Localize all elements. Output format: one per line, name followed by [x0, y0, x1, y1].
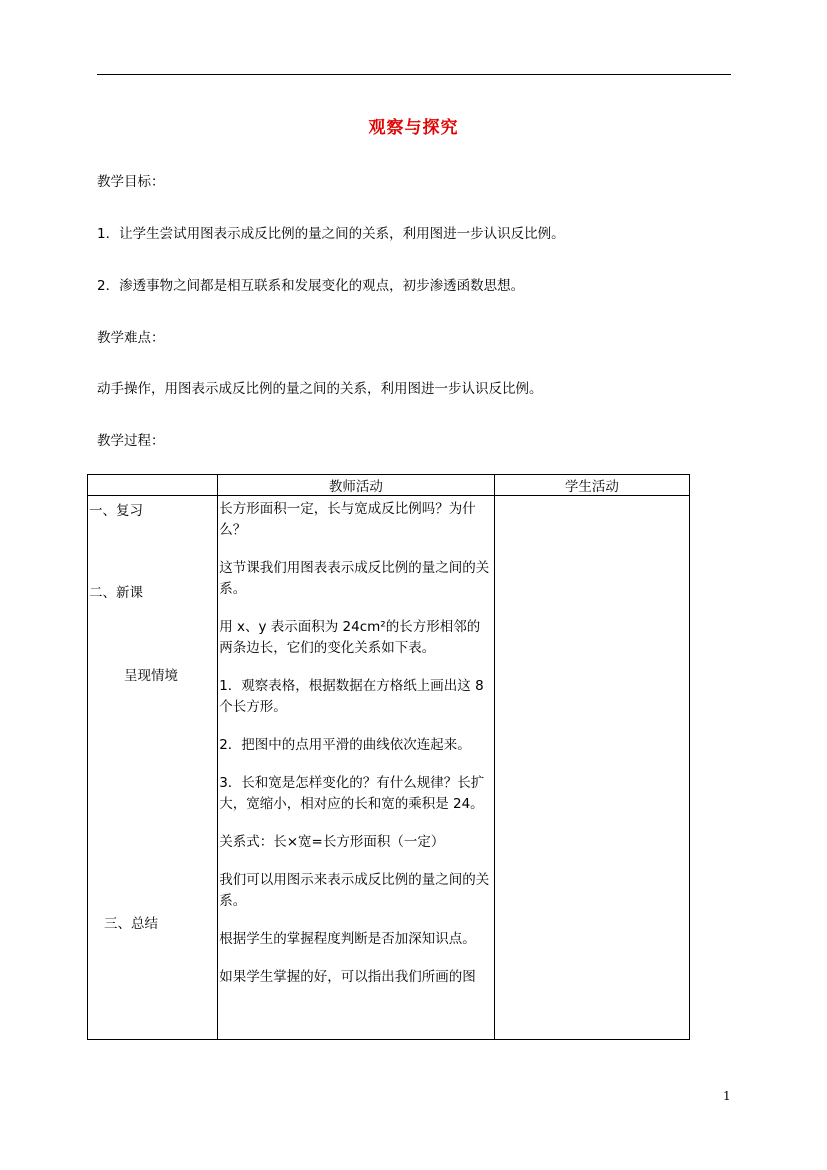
- teacher-paragraph: 如果学生掌握的好，可以指出我们所画的图: [219, 969, 476, 985]
- teacher-paragraph: 3．长和宽是怎样变化的？有什么规律？长扩大，宽缩小，相对应的长和宽的乘积是 24。: [219, 775, 485, 812]
- lesson-table: [87, 474, 690, 1040]
- stage-new-lesson: 二、新课: [89, 585, 143, 601]
- teacher-paragraph: 1．观察表格，根据数据在方格纸上画出这 8 个长方形。: [219, 678, 484, 715]
- page-number: 1: [723, 1089, 731, 1103]
- teacher-paragraph: 用 x、y 表示面积为 24cm²的长方形相邻的两条边长，它们的变化关系如下表。: [219, 619, 481, 656]
- objectives-heading: 教学目标：: [97, 174, 165, 190]
- difficulty-heading: 教学难点：: [97, 330, 165, 346]
- student-activity-cell: [494, 496, 689, 1040]
- header-teacher-activity: 教师活动: [218, 475, 494, 496]
- table-row: [88, 496, 690, 1040]
- teacher-paragraph: 2．把图中的点用平滑的曲线依次连起来。: [219, 737, 471, 753]
- difficulty-text: 动手操作，用图表示成反比例的量之间的关系，利用图进一步认识反比例。: [97, 381, 543, 397]
- table-header-row: [88, 475, 690, 496]
- objective-2: 2．渗透事物之间都是相互联系和发展变化的观点，初步渗透函数思想。: [97, 278, 525, 294]
- teacher-paragraph: 根据学生的掌握程度判断是否加深知识点。: [219, 931, 476, 947]
- document-title: 观察与探究: [368, 118, 459, 138]
- process-heading: 教学过程：: [97, 433, 165, 449]
- teacher-paragraph: 关系式：长×宽=长方形面积（一定）: [219, 834, 445, 850]
- stage-review: 一、复习: [89, 503, 143, 519]
- stage-cell: [88, 496, 218, 1040]
- header-student-activity: 学生活动: [494, 475, 689, 496]
- stage-present-situation: 呈现情境: [124, 668, 178, 684]
- stage-summary: 三、总结: [104, 916, 158, 932]
- header-stage: [88, 475, 218, 496]
- header-rule: [97, 74, 731, 75]
- teacher-paragraph: 长方形面积一定，长与宽成反比例吗？为什么？: [219, 501, 476, 538]
- teacher-paragraph: 我们可以用图示来表示成反比例的量之间的关系。: [219, 872, 490, 909]
- teacher-activity-cell: [218, 496, 494, 1040]
- objective-1: 1．让学生尝试用图表示成反比例的量之间的关系，利用图进一步认识反比例。: [97, 226, 565, 242]
- teacher-paragraph: 这节课我们用图表表示成反比例的量之间的关系。: [219, 560, 490, 597]
